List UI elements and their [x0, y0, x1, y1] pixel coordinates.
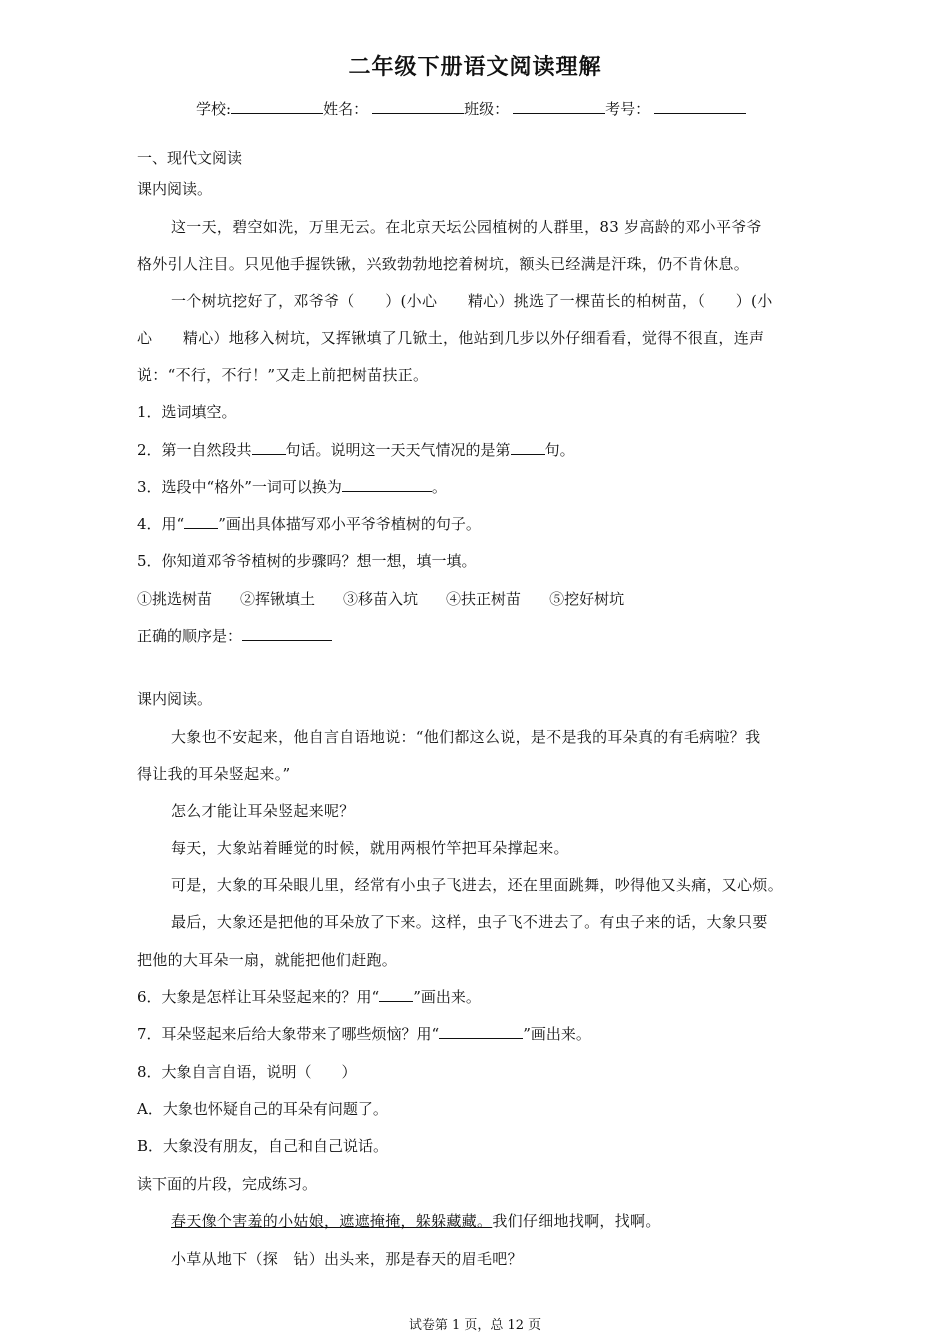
question-1: 1．选词填空。	[137, 403, 237, 421]
q3-text-a: 3．选段中“格外”一词可以换为	[137, 478, 342, 496]
section3-intro: 读下面的片段，完成练习。	[137, 1175, 318, 1193]
passage2-line3: 怎么才能让耳朵竖起来呢？	[171, 802, 355, 820]
question-4	[137, 514, 481, 534]
class-blank	[513, 99, 605, 114]
q7-text-a: 7．耳朵竖起来后给大象带来了哪些烦恼？用“	[137, 1025, 440, 1043]
passage1-line3: 一个树坑挖好了，邓爷爷（ ）(小心 精心）挑选了一棵苗长的柏树苗，（ ）(小	[171, 292, 773, 310]
step-option: ③移苗入坑	[343, 590, 419, 608]
question-3	[137, 477, 447, 497]
passage1-line5: 说：“不行，不行！”又走上前把树苗扶正。	[137, 366, 429, 384]
q4-text-b: ”画出具体描写邓小平爷爷植树的句子。	[218, 515, 481, 533]
q4-underline-sample	[184, 514, 218, 529]
question-7	[137, 1024, 591, 1044]
q2-text-c: 句。	[544, 441, 575, 459]
q2-text-a: 2．第一自然段共	[137, 441, 252, 459]
q3-text-b: 。	[431, 478, 447, 496]
step-option: ④扶正树苗	[446, 590, 522, 608]
underlined-sentence: 春天像个害羞的小姑娘，遮遮掩掩，躲躲藏藏。	[171, 1212, 493, 1230]
q4-text-a: 4．用“	[137, 515, 185, 533]
step-options	[137, 589, 624, 609]
passage3-line2: 小草从地下（探 钻）出头来，那是春天的眉毛吧？	[171, 1250, 523, 1268]
exam-no-label: 考号：	[605, 100, 651, 118]
student-info-row	[196, 98, 746, 119]
question-6	[137, 987, 481, 1007]
q2-blank-2[interactable]	[511, 440, 545, 455]
q6-text-a: 6．大象是怎样让耳朵竖起来的？用“	[137, 988, 380, 1006]
section1-intro: 课内阅读。	[137, 180, 213, 198]
step-option: ①挑选树苗	[137, 590, 213, 608]
name-blank	[372, 99, 464, 114]
step-option: ②挥锹填土	[240, 590, 316, 608]
passage1-line2: 格外引人注目。只见他手握铁锹，兴致勃勃地挖着树坑，额头已经满是汗珠，仍不肯休息。	[137, 255, 750, 273]
step-option: ⑤挖好树坑	[549, 590, 625, 608]
exam-no-blank	[654, 99, 746, 114]
option-b[interactable]: B．大象没有朋友，自己和自己说话。	[137, 1137, 389, 1155]
page-footer: 试卷第 1 页，总 12 页	[408, 1318, 542, 1333]
question-2	[137, 440, 575, 460]
order-label: 正确的顺序是：	[137, 627, 243, 645]
passage2-line7: 把他的大耳朵一扇，就能把他们赶跑。	[137, 951, 398, 969]
passage3-line1-rest: 我们仔细地找啊，找啊。	[492, 1212, 661, 1230]
question-8: 8．大象自言自语，说明（ ）	[137, 1063, 357, 1081]
school-label: 学校:	[196, 100, 232, 118]
passage2-line2: 得让我的耳朵竖起来。”	[137, 765, 291, 783]
page-title: 二年级下册语文阅读理解	[348, 54, 602, 80]
class-label: 班级：	[464, 100, 510, 118]
option-a[interactable]: A．大象也怀疑自己的耳朵有问题了。	[137, 1100, 388, 1118]
q7-underline-sample	[439, 1024, 523, 1039]
q6-underline-sample	[379, 987, 413, 1002]
name-label: 姓名：	[323, 100, 369, 118]
passage1-line1: 这一天，碧空如洗，万里无云。在北京天坛公园植树的人群里，83 岁高龄的邓小平爷爷	[171, 218, 762, 236]
q7-text-b: ”画出来。	[523, 1025, 591, 1043]
passage2-line1: 大象也不安起来，他自言自语地说：“他们都这么说，是不是我的耳朵真的有毛病啦？我	[171, 728, 761, 746]
passage2-line4: 每天，大象站着睡觉的时候，就用两根竹竿把耳朵撑起来。	[171, 839, 569, 857]
passage2-line5: 可是，大象的耳朵眼儿里，经常有小虫子飞进去，还在里面跳舞，吵得他又头痛，又心烦。	[171, 876, 784, 894]
q3-blank[interactable]	[342, 477, 432, 492]
question-5: 5．你知道邓爷爷植树的步骤吗？想一想，填一填。	[137, 552, 477, 570]
school-blank	[231, 99, 323, 114]
order-blank[interactable]	[242, 626, 332, 641]
passage3-line1	[171, 1211, 661, 1231]
section2-intro: 课内阅读。	[137, 690, 213, 708]
passage1-line4: 心 精心）地移入树坑，又挥锹填了几锨土，他站到几步以外仔细看看，觉得不很直，连声	[137, 329, 765, 347]
q2-text-b: 句话。说明这一天天气情况的是第	[285, 441, 511, 459]
q2-blank-1[interactable]	[252, 440, 286, 455]
q6-text-b: ”画出来。	[413, 988, 481, 1006]
order-answer-row	[137, 626, 332, 646]
passage2-line6: 最后，大象还是把他的耳朵放了下来。这样，虫子飞不进去了。有虫子来的话，大象只要	[171, 913, 768, 931]
section-heading: 一、现代文阅读	[137, 149, 243, 167]
